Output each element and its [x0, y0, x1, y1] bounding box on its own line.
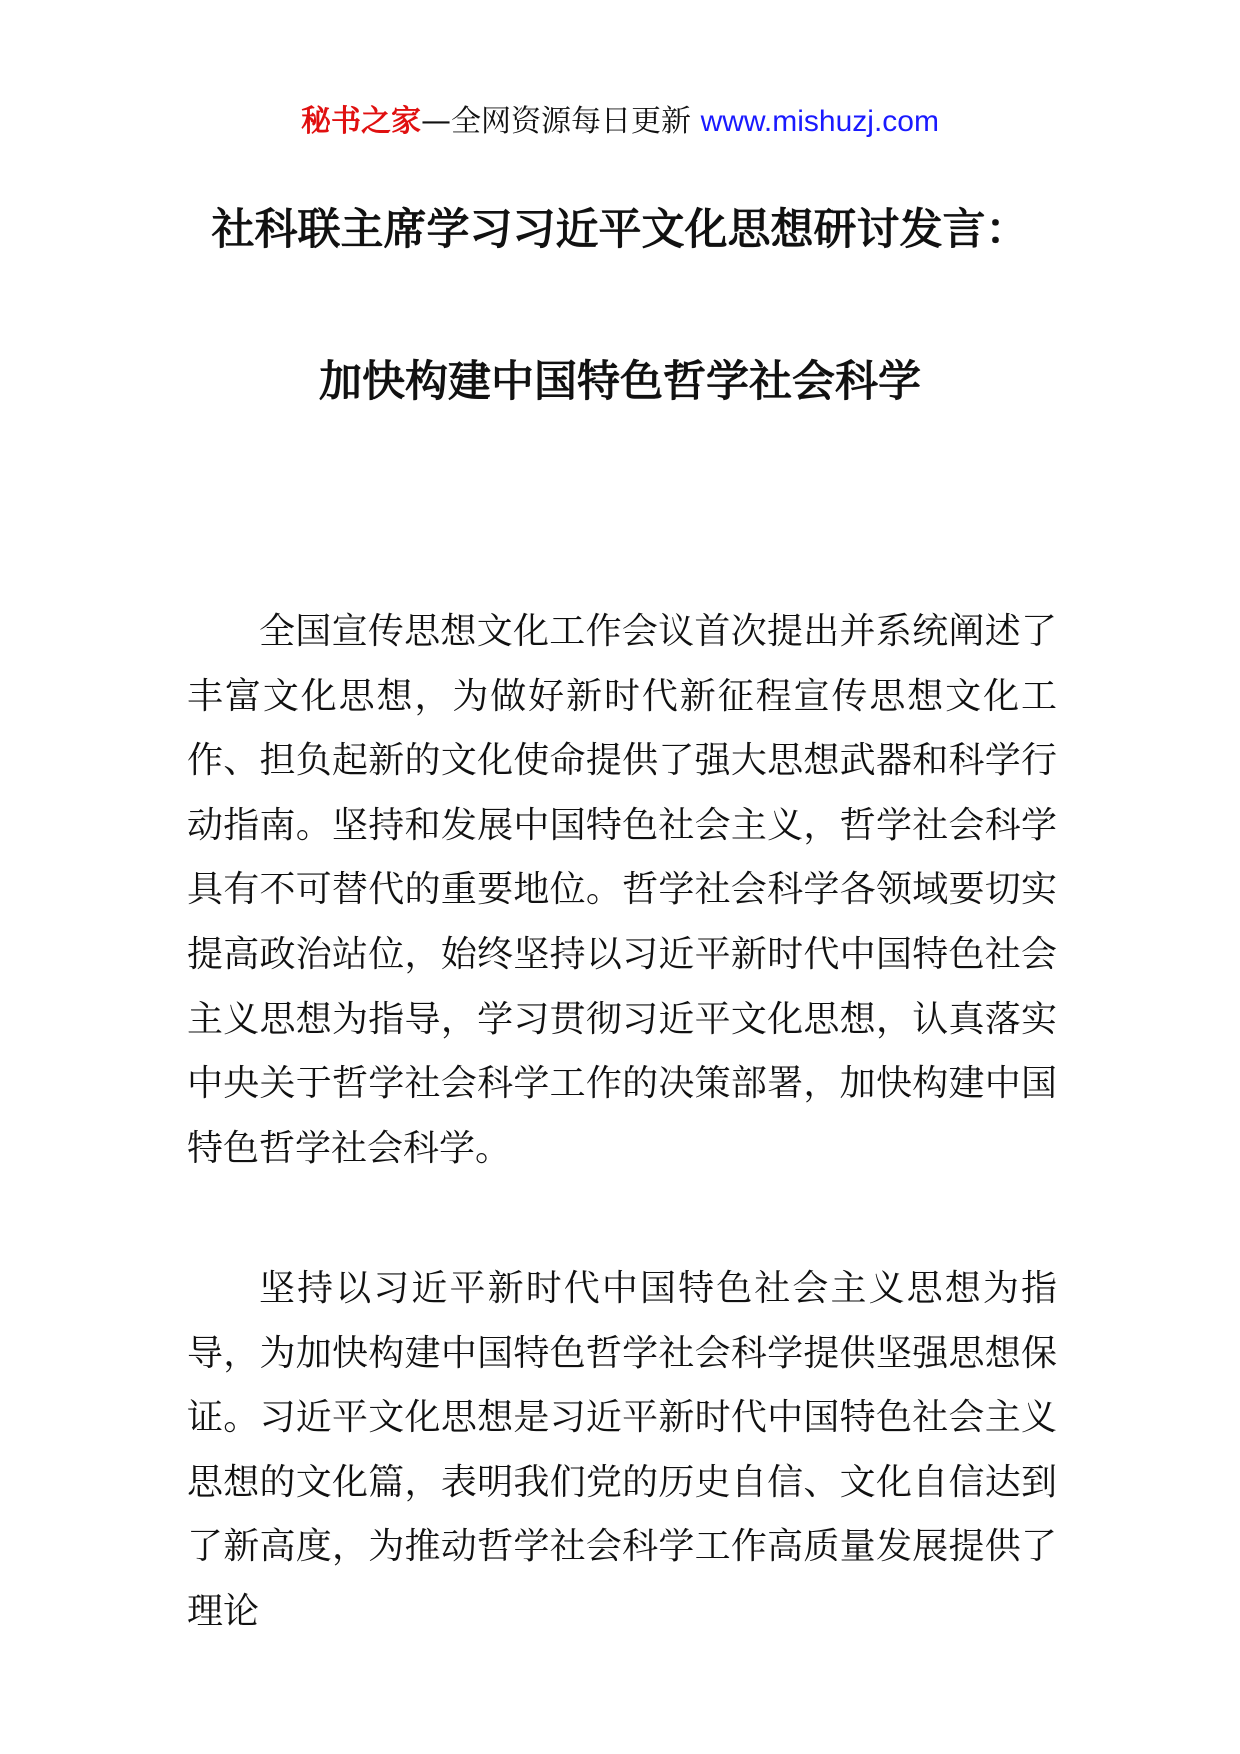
body-paragraph-2: 坚持以习近平新时代中国特色社会主义思想为指导，为加快构建中国特色哲学社会科学提供坚强思想保证。习近平文化思想是习近平新时代中国特色社会主义思想的文化篇，表明我们党的历史自信、文化自信达到了新高度，为推动哲学社会科学工作高质量发展提供了理论 [187, 1268, 1057, 1632]
document-title-line2: 加快构建中国特色哲学社会科学 [319, 357, 921, 407]
body-paragraph-1: 全国宣传思想文化工作会议首次提出并系统阐述了丰富文化思想，为做好新时代新征程宣传思想文化工作、担负起新的文化使命提供了强大思想武器和科学行动指南。坚持和发展中国特色社会主义，哲学社会科学具有不可替代的重要地位。哲学社会科学各领域要切实提高政治站位，始终坚持以习近平新时代中国特色社会主义思想为指导，学习贯彻习近平文化思想，认真落实中央关于哲学社会科学工作的决策部署，加快构建中国特色哲学社会科学。 [187, 611, 1057, 1169]
site-header [0, 100, 1240, 144]
brand-name: 秘书之家 [301, 104, 422, 139]
header-tagline: —全网资源每日更新 [421, 104, 692, 139]
document-title-line1: 社科联主席学习习近平文化思想研讨发言： [211, 205, 1029, 255]
site-url-link[interactable]: www.mishuzj.com [700, 105, 939, 138]
